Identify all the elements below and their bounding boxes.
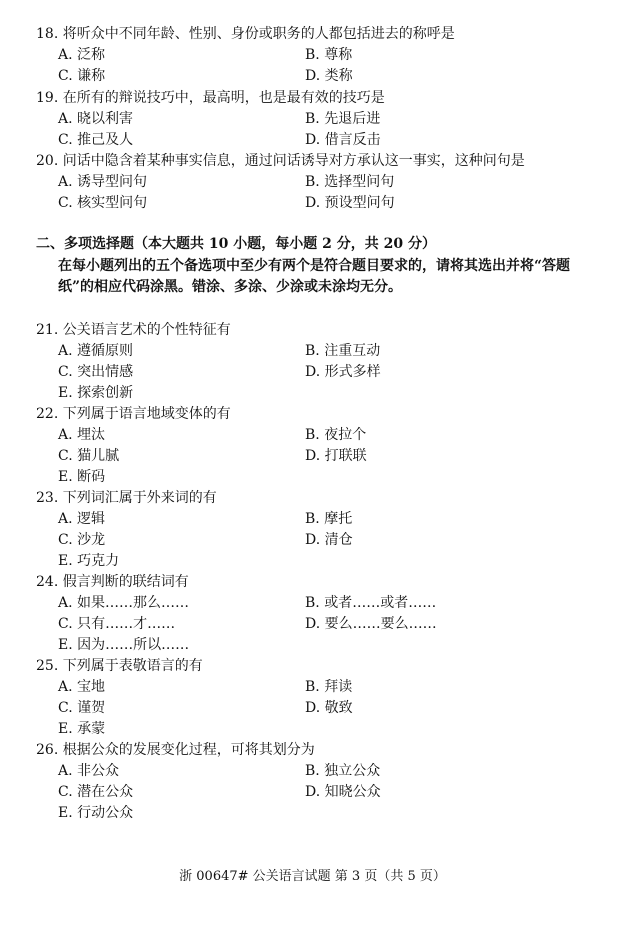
option-d: D. 形式多样 (305, 364, 381, 380)
option-a: A. 如果……那么…… (58, 595, 190, 611)
option-d: D. 清仓 (305, 532, 353, 548)
question-stem: 25. 下列属于表敬语言的有 (36, 658, 203, 674)
option-b: B. 注重互动 (305, 343, 381, 359)
option-a: A. 逻辑 (58, 511, 106, 527)
option-a: A. 泛称 (58, 47, 106, 63)
question-stem: 22. 下列属于语言地域变体的有 (36, 406, 231, 422)
option-c: C. 核实型问句 (58, 195, 148, 211)
option-c: C. 只有……才…… (58, 616, 176, 632)
page-footer: 浙 00647# 公关语言试题 第 3 页（共 5 页） (179, 869, 446, 884)
section-title: 二、多项选择题（本大题共 10 小题，每小题 2 分，共 20 分） (36, 236, 436, 252)
section-instruction-line-1: 在每小题列出的五个备选项中至少有两个是符合题目要求的，请将其选出并将“答题 (58, 258, 571, 274)
option-c: C. 沙龙 (58, 532, 106, 548)
option-c: C. 谨贺 (58, 700, 106, 716)
option-c: C. 推己及人 (58, 132, 134, 148)
option-a: A. 宝地 (58, 679, 106, 695)
option-d: D. 类称 (305, 68, 353, 84)
option-b: B. 尊称 (305, 47, 353, 63)
option-d: D. 知晓公众 (305, 784, 381, 800)
option-e: E. 因为……所以…… (58, 637, 190, 653)
question-stem: 26. 根据公众的发展变化过程，可将其划分为 (36, 742, 315, 758)
option-b: B. 夜拉个 (305, 427, 367, 443)
option-d: D. 打联联 (305, 448, 367, 464)
option-b: B. 先退后进 (305, 111, 381, 127)
question-stem: 20. 问话中隐含着某种事实信息，通过问话诱导对方承认这一事实，这种问句是 (36, 153, 525, 169)
option-c: C. 突出情感 (58, 364, 134, 380)
option-a: A. 诱导型问句 (58, 174, 148, 190)
option-b: B. 摩托 (305, 511, 353, 527)
option-e: E. 巧克力 (58, 553, 120, 569)
option-e: E. 探索创新 (58, 385, 134, 401)
option-d: D. 要么……要么…… (305, 616, 437, 632)
option-c: C. 谦称 (58, 68, 106, 84)
option-e: E. 承蒙 (58, 721, 106, 737)
option-b: B. 或者……或者…… (305, 595, 437, 611)
question-stem: 23. 下列词汇属于外来词的有 (36, 490, 217, 506)
option-d: D. 借言反击 (305, 132, 381, 148)
option-d: D. 预设型问句 (305, 195, 395, 211)
option-b: B. 独立公众 (305, 763, 381, 779)
option-d: D. 敬致 (305, 700, 353, 716)
option-b: B. 选择型问句 (305, 174, 395, 190)
question-stem: 24. 假言判断的联结词有 (36, 574, 189, 590)
option-e: E. 行动公众 (58, 805, 134, 821)
option-c: C. 潜在公众 (58, 784, 134, 800)
option-a: A. 埋汰 (58, 427, 106, 443)
section-instruction-line-2: 纸”的相应代码涂黑。错涂、多涂、少涂或未涂均无分。 (58, 279, 403, 295)
option-e: E. 断码 (58, 469, 106, 485)
option-b: B. 拜读 (305, 679, 353, 695)
question-stem: 18. 将听众中不同年龄、性别、身份或职务的人都包括进去的称呼是 (36, 26, 455, 42)
question-stem: 21. 公关语言艺术的个性特征有 (36, 322, 231, 338)
option-c: C. 猫儿腻 (58, 448, 120, 464)
option-a: A. 非公众 (58, 763, 120, 779)
question-stem: 19. 在所有的辩说技巧中，最高明，也是最有效的技巧是 (36, 90, 385, 106)
option-a: A. 遵循原则 (58, 343, 134, 359)
option-a: A. 晓以利害 (58, 111, 134, 127)
